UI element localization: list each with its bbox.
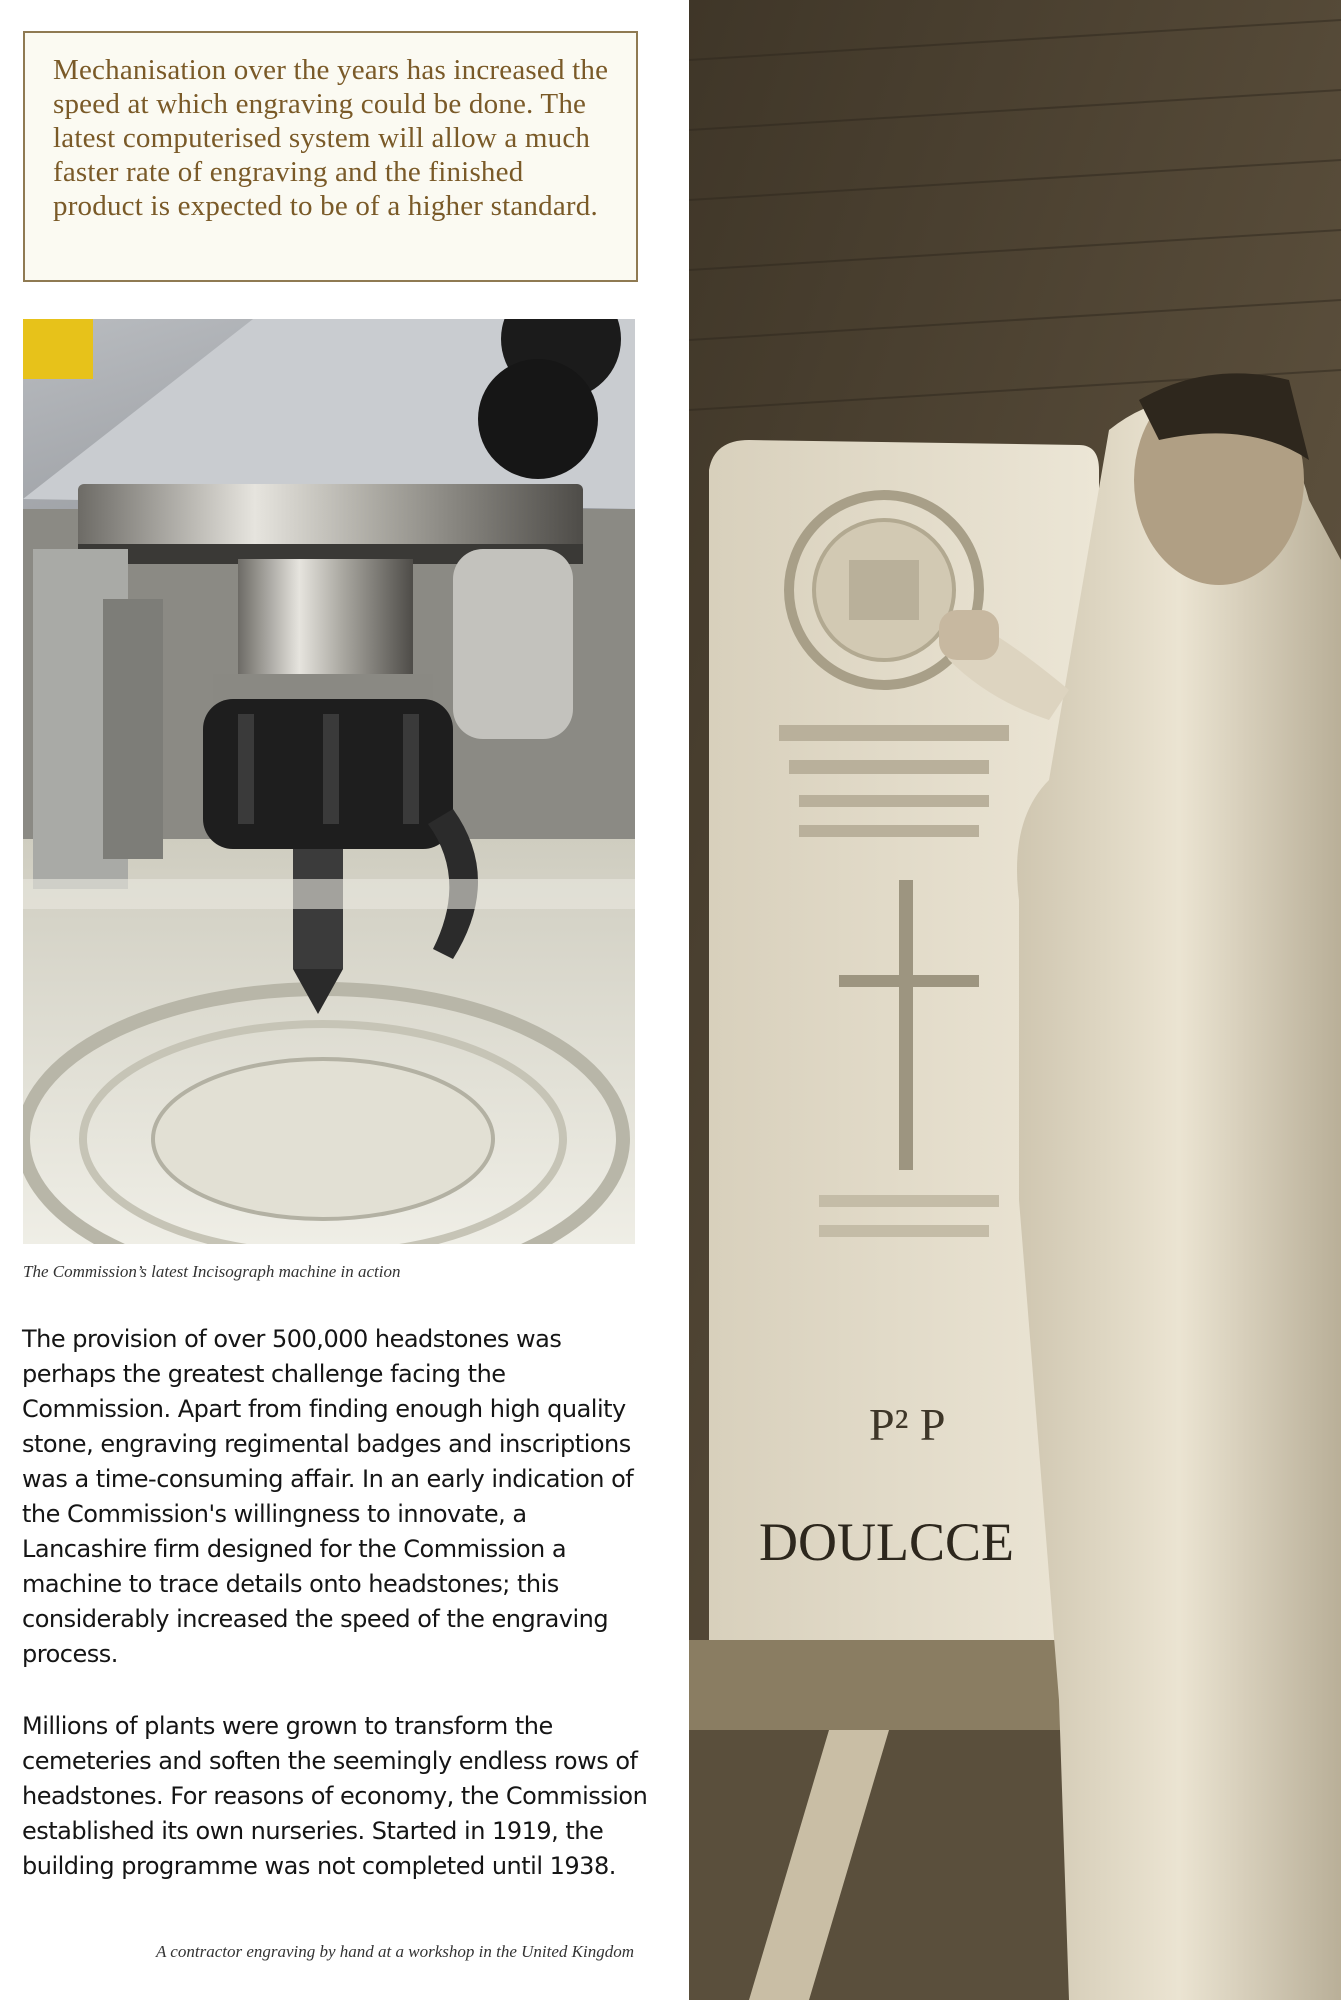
contractor-engraving-illustration xyxy=(689,0,1341,2000)
machine-photo-caption: The Commission’s latest Incisograph machine in action xyxy=(23,1262,401,1281)
contractor-engraving-photo xyxy=(689,0,1341,2000)
article-paragraph-2: Millions of plants were grown to transform the cemeteries and soften the seemingly endless rows of headstones. For reasons of economy, the Commission established its own nurseries. Started in 1919, the building programme was not completed until 1938. xyxy=(22,1712,648,1880)
article-paragraph-1: The provision of over 500,000 headstones was perhaps the greatest challenge facing the Commission. Apart from finding enough high quality stone, engraving regimental badges and inscriptions was a time-consuming affair. In an early indication of the Commission's willingness to innovate, a Lancashire firm designed for the Commission a machine to trace details onto headstones; this considerably increased the speed of the engraving process. xyxy=(22,1325,634,1668)
incisograph-machine-illustration xyxy=(23,319,635,1244)
callout-box xyxy=(23,31,638,282)
headstone-marking: P² P xyxy=(869,1399,946,1450)
headstone-name-text: DOULCCE xyxy=(759,1512,1014,1572)
callout-text: Mechanisation over the years has increased the speed at which engraving could be done. The latest computerised system will allow a much faster rate of engraving and the finished product is expected to be of a higher standard. xyxy=(53,54,609,222)
worker-photo-caption: A contractor engraving by hand at a workshop in the United Kingdom xyxy=(155,1942,634,1961)
incisograph-machine-photo xyxy=(23,319,635,1244)
